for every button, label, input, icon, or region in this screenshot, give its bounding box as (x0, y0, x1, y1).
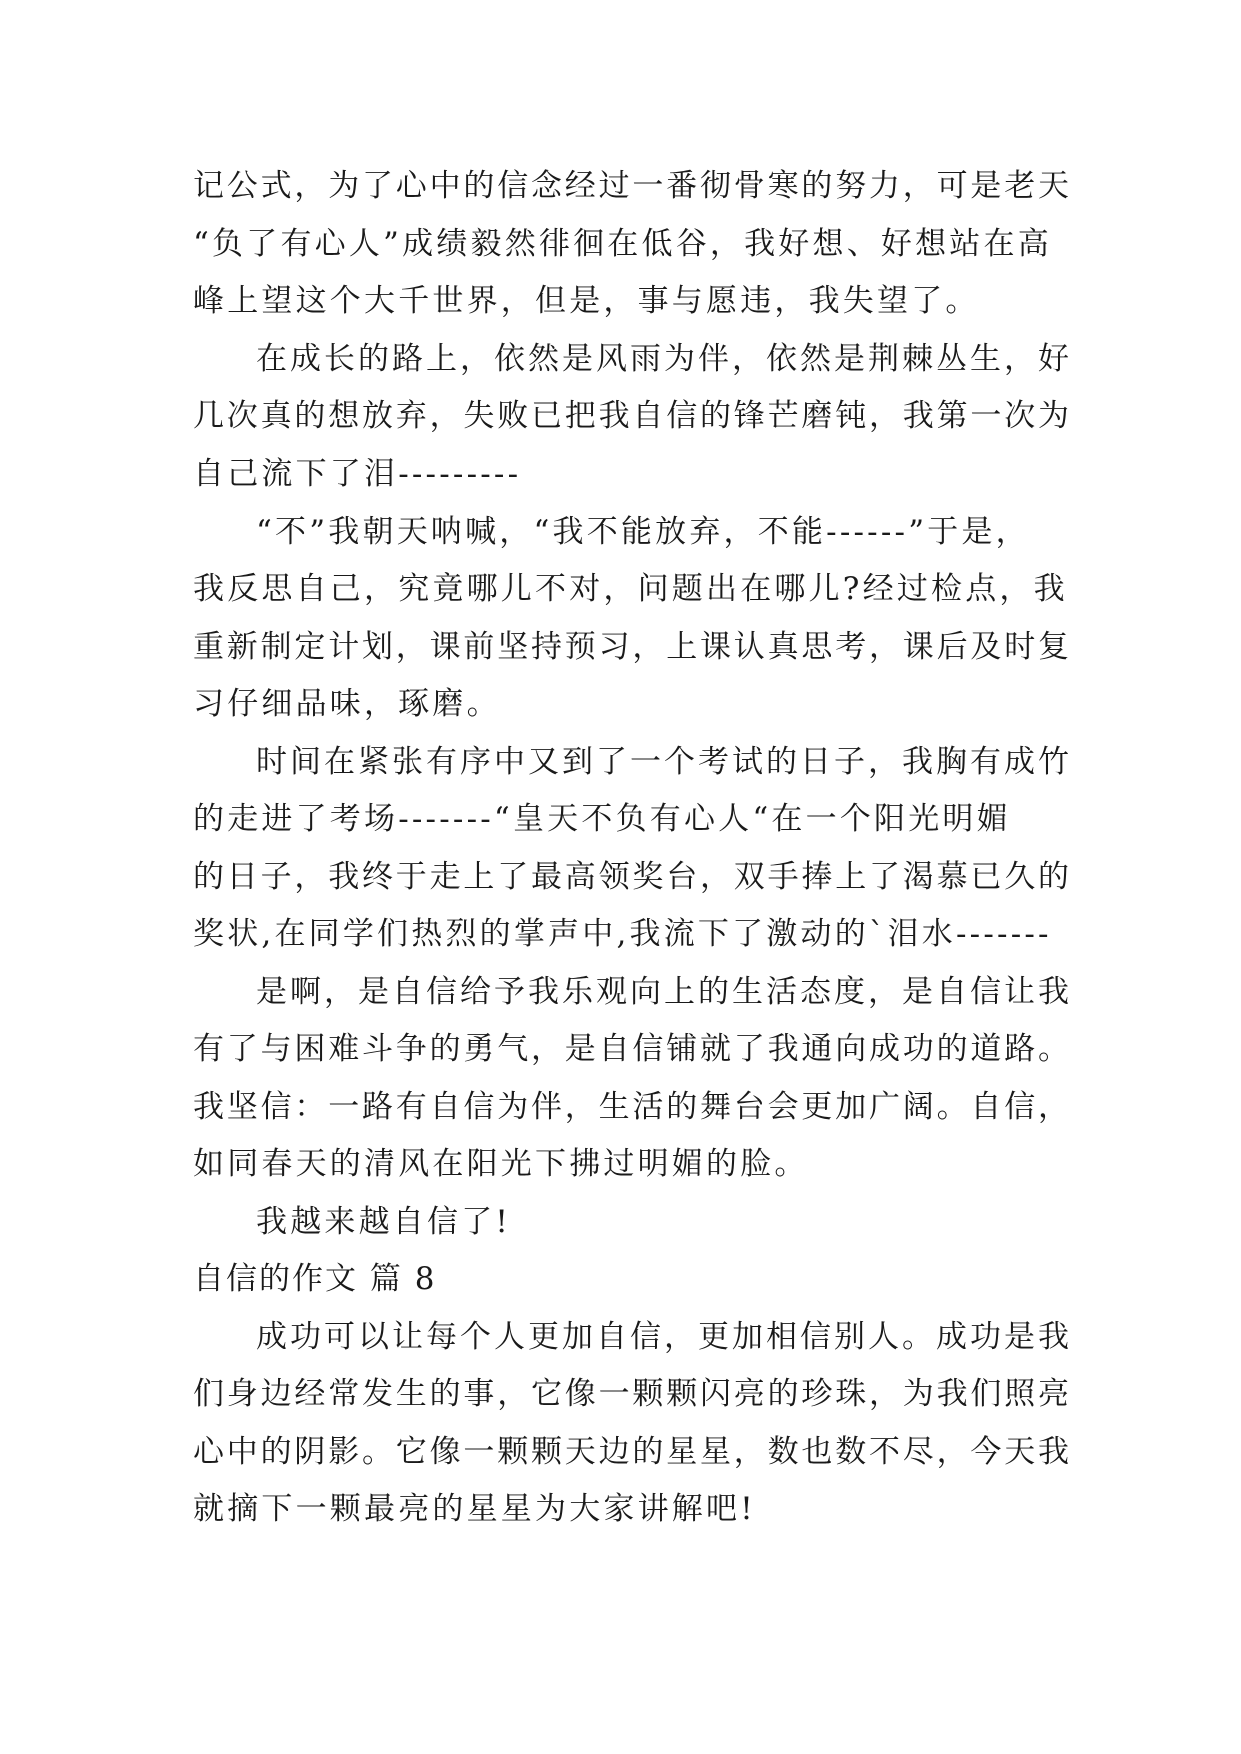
paragraph-line: 重新制定计划，课前坚持预习，上课认真思考，课后及时复 (193, 629, 1072, 665)
paragraph-line: “负了有心人”成绩毅然徘徊在低谷，我好想、好想站在高 (193, 226, 1052, 262)
paragraph-line: 习仔细品味，琢磨。 (193, 686, 501, 722)
paragraph-line: 自己流下了泪--------- (193, 456, 522, 492)
paragraph-line: 时间在紧张有序中又到了一个考试的日子，我胸有成竹 (256, 744, 1072, 780)
paragraph-line: 们身边经常发生的事，它像一颗颗闪亮的珍珠，为我们照亮 (193, 1376, 1072, 1412)
paragraph-line: 心中的阴影。它像一颗颗天边的星星，数也数不尽，今天我 (193, 1434, 1072, 1470)
paragraph-line: 如同春天的清风在阳光下拂过明媚的脸。 (193, 1146, 809, 1182)
paragraph-line: 成功可以让每个人更加自信，更加相信别人。成功是我 (256, 1319, 1072, 1355)
paragraph-line: 我坚信：一路有自信为伴，生活的舞台会更加广阔。自信， (193, 1089, 1072, 1125)
paragraph-line: 的走进了考场-------“皇天不负有心人“在一个阳光明媚 (193, 801, 1011, 837)
paragraph-line: 的日子，我终于走上了最高领奖台，双手捧上了渴慕已久的 (193, 859, 1072, 895)
paragraph-line: 有了与困难斗争的勇气，是自信铺就了我通向成功的道路。 (193, 1031, 1072, 1067)
paragraph-line: 我越来越自信了! (256, 1204, 512, 1240)
paragraph-line: 在成长的路上，依然是风雨为伴，依然是荆棘丛生，好 (256, 341, 1072, 377)
paragraph-line: 奖状,在同学们热烈的掌声中,我流下了激动的`泪水------- (193, 916, 1052, 952)
paragraph-line: 我反思自己，究竟哪儿不对，问题出在哪儿?经过检点，我 (193, 571, 1068, 607)
section-heading: 自信的作文 篇 8 (193, 1261, 437, 1297)
paragraph-line: 是啊，是自信给予我乐观向上的生活态度，是自信让我 (256, 974, 1072, 1010)
paragraph-line: 就摘下一颗最亮的星星为大家讲解吧! (193, 1491, 756, 1527)
paragraph-line: 记公式，为了心中的信念经过一番彻骨寒的努力，可是老天 (193, 168, 1072, 204)
paragraph-line: 几次真的想放弃，失败已把我自信的锋芒磨钝，我第一次为 (193, 398, 1072, 434)
paragraph-line: 峰上望这个大千世界，但是，事与愿违，我失望了。 (193, 283, 980, 319)
paragraph-line: “不”我朝天呐喊，“我不能放弃，不能------”于是， (256, 514, 1030, 550)
